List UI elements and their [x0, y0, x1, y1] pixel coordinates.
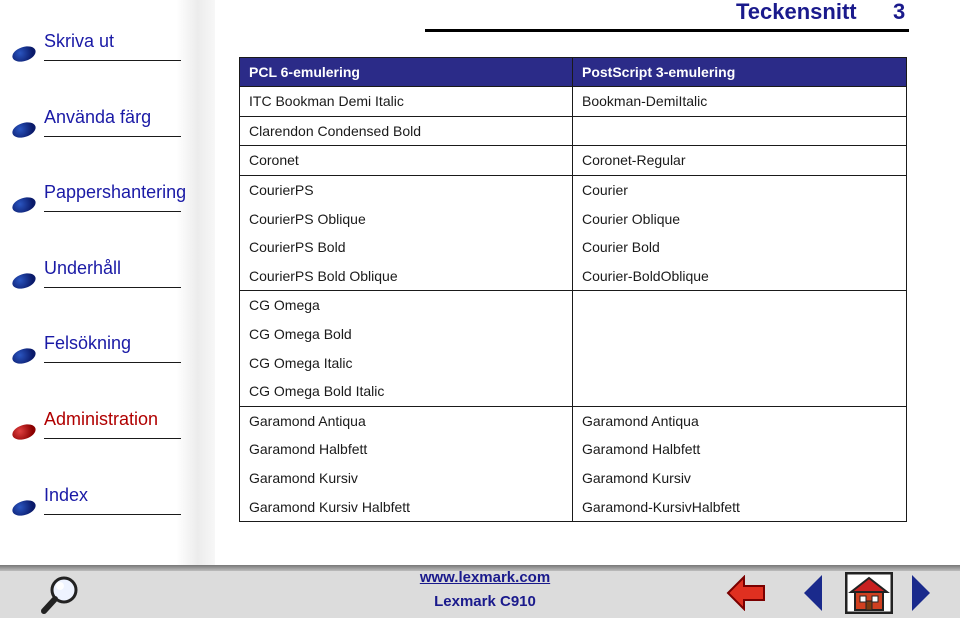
previous-page-icon[interactable] — [800, 573, 826, 613]
sidebar-item-label: Skriva ut — [44, 31, 115, 51]
header-divider — [425, 29, 909, 32]
home-icon[interactable] — [845, 572, 893, 614]
footer-bar — [0, 565, 960, 618]
website-link[interactable]: www.lexmark.com — [419, 569, 551, 586]
postscript-font-cell — [573, 377, 907, 406]
sidebar-item-felsokning[interactable] — [0, 333, 200, 373]
postscript-font-cell — [573, 291, 907, 320]
bullet-icon — [10, 346, 37, 367]
back-arrow-icon[interactable] — [726, 575, 766, 611]
postscript-font-cell: Courier Oblique — [573, 204, 907, 233]
table-row — [240, 492, 907, 521]
postscript-font-cell: Coronet-Regular — [573, 146, 907, 176]
table-row — [240, 320, 907, 349]
bullet-icon — [10, 120, 37, 141]
bullet-icon — [10, 271, 37, 292]
divider — [44, 211, 181, 212]
postscript-font-cell — [573, 348, 907, 377]
divider — [44, 287, 181, 288]
sidebar-item-label: Pappershantering — [44, 182, 187, 202]
table-row — [240, 175, 907, 204]
pcl-font-cell: Garamond Kursiv — [240, 464, 573, 493]
table-row — [240, 291, 907, 320]
sidebar-item-label: Administration — [44, 409, 159, 429]
postscript-font-cell: Courier-BoldOblique — [573, 262, 907, 291]
table-row — [240, 233, 907, 262]
table-row — [240, 116, 907, 146]
sidebar-item-label: Använda färg — [44, 107, 152, 127]
table-row — [240, 146, 907, 176]
postscript-font-cell: Courier Bold — [573, 233, 907, 262]
column-header-pcl: PCL 6-emulering — [240, 58, 573, 87]
postscript-font-cell — [573, 116, 907, 146]
sidebar-item-label: Underhåll — [44, 258, 122, 278]
divider — [44, 438, 181, 439]
sidebar-item-pappershantering[interactable] — [0, 182, 200, 222]
divider — [44, 136, 181, 137]
sidebar-item-index[interactable] — [0, 485, 200, 525]
table-row — [240, 262, 907, 291]
postscript-font-cell: Bookman-DemiItalic — [573, 87, 907, 117]
pcl-font-cell: CourierPS Bold Oblique — [240, 262, 573, 291]
sidebar-item-label: Felsökning — [44, 333, 132, 353]
search-icon[interactable] — [38, 573, 86, 615]
font-table — [239, 57, 907, 522]
bullet-icon — [10, 195, 37, 216]
table-row — [240, 87, 907, 117]
pcl-font-cell: ITC Bookman Demi Italic — [240, 87, 573, 117]
column-header-postscript: PostScript 3-emulering — [573, 58, 907, 87]
postscript-font-cell: Garamond Halbfett — [573, 435, 907, 464]
printer-model: Lexmark C910 — [434, 593, 536, 610]
page-title: Teckensnitt — [736, 0, 857, 24]
postscript-font-cell: Courier — [573, 175, 907, 204]
table-header-row — [240, 58, 907, 87]
postscript-font-cell: Garamond Antiqua — [573, 406, 907, 435]
sidebar-nav — [0, 0, 215, 565]
sidebar-item-administration[interactable] — [0, 409, 200, 449]
postscript-font-cell: Garamond Kursiv — [573, 464, 907, 493]
sidebar-item-skriva-ut[interactable] — [0, 31, 200, 71]
sidebar-item-underhall[interactable] — [0, 258, 200, 298]
divider — [44, 514, 181, 515]
pcl-font-cell: CourierPS — [240, 175, 573, 204]
pcl-font-cell: CG Omega — [240, 291, 573, 320]
pcl-font-cell: CG Omega Bold Italic — [240, 377, 573, 406]
pcl-font-cell: CG Omega Bold — [240, 320, 573, 349]
table-row — [240, 435, 907, 464]
table-row — [240, 377, 907, 406]
postscript-font-cell: Garamond-KursivHalbfett — [573, 492, 907, 521]
page-number: 3 — [893, 0, 906, 24]
sidebar-item-label: Index — [44, 485, 89, 505]
postscript-font-cell — [573, 320, 907, 349]
pcl-font-cell: Garamond Halbfett — [240, 435, 573, 464]
sidebar-item-anvanda-farg[interactable] — [0, 107, 200, 147]
divider — [44, 362, 181, 363]
bullet-icon — [10, 498, 37, 519]
pcl-font-cell: Clarendon Condensed Bold — [240, 116, 573, 146]
table-row — [240, 348, 907, 377]
divider — [44, 60, 181, 61]
pcl-font-cell: CourierPS Bold — [240, 233, 573, 262]
pcl-font-cell: Garamond Antiqua — [240, 406, 573, 435]
next-page-icon[interactable] — [908, 573, 934, 613]
table-row — [240, 204, 907, 233]
pcl-font-cell: Coronet — [240, 146, 573, 176]
table-row — [240, 464, 907, 493]
bullet-icon — [10, 44, 37, 65]
pcl-font-cell: CourierPS Oblique — [240, 204, 573, 233]
pcl-font-cell: CG Omega Italic — [240, 348, 573, 377]
pcl-font-cell: Garamond Kursiv Halbfett — [240, 492, 573, 521]
table-row — [240, 406, 907, 435]
bullet-icon — [10, 422, 37, 443]
